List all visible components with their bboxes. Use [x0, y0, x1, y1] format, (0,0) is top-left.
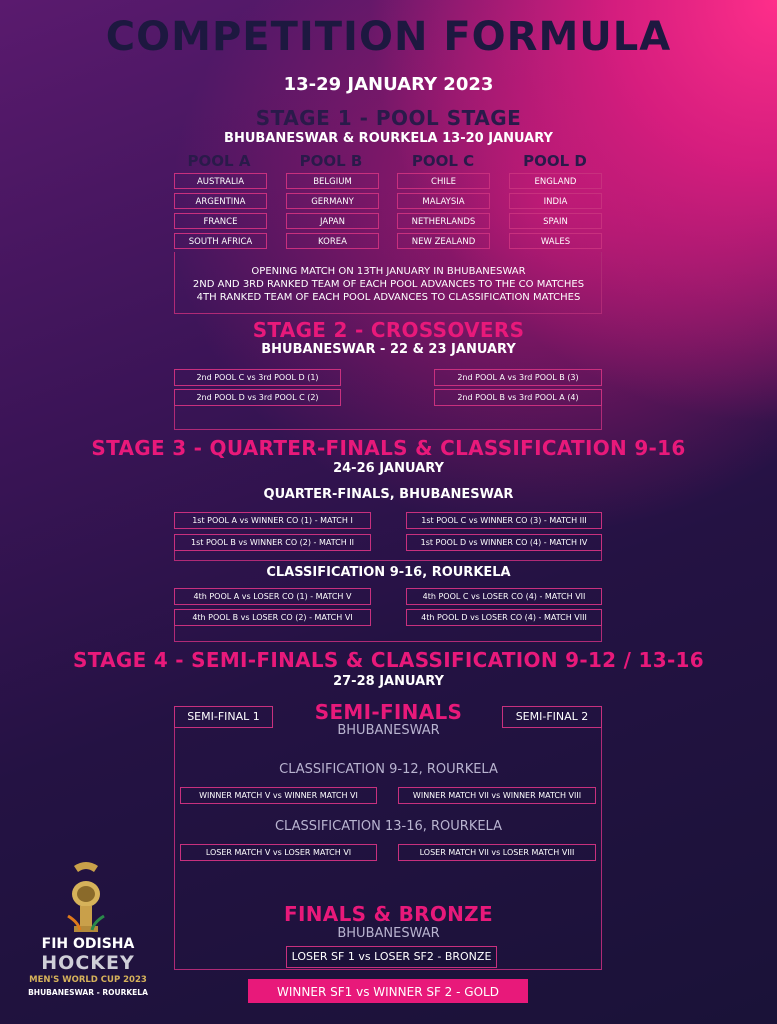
crossover-match: 2nd POOL D vs 3rd POOL C (2) — [174, 389, 341, 406]
qf-title: QUARTER-FINALS, BHUBANESWAR — [263, 487, 514, 502]
pool-b-team: BELGIUM — [286, 173, 379, 189]
crossover-match: 2nd POOL C vs 3rd POOL D (1) — [174, 369, 341, 386]
stage3-dates: 24-26 JANUARY — [333, 461, 444, 476]
note-opening: OPENING MATCH ON 13TH JANUARY IN BHUBANESWAR — [251, 266, 526, 277]
pool-d-team: ENGLAND — [509, 173, 602, 189]
note-co: 2ND AND 3RD RANKED TEAM OF EACH POOL ADVANCES TO THE CO MATCHES — [192, 279, 585, 290]
pool-c-team: MALAYSIA — [397, 193, 490, 209]
classification-13-16-match: LOSER MATCH V vs LOSER MATCH VI — [180, 844, 377, 861]
finals-city: BHUBANESWAR — [337, 926, 440, 941]
pool-b-team: GERMANY — [286, 193, 379, 209]
pool-c-title: POOL C — [411, 152, 475, 170]
page-title: COMPETITION FORMULA — [105, 14, 672, 60]
stage2-title: STAGE 2 - CROSSOVERS — [252, 318, 525, 342]
crossover-match: 2nd POOL A vs 3rd POOL B (3) — [434, 369, 602, 386]
logo-line1: FIH ODISHA — [41, 936, 135, 952]
pool-b-title: POOL B — [299, 152, 363, 170]
pool-a-team: ARGENTINA — [174, 193, 267, 209]
pool-d-team: SPAIN — [509, 213, 602, 229]
pool-a-team: AUSTRALIA — [174, 173, 267, 189]
classification-13-16-title: CLASSIFICATION 13-16, ROURKELA — [274, 819, 502, 834]
stage2-frame — [174, 406, 602, 430]
stage1-subtitle: BHUBANESWAR & ROURKELA 13-20 JANUARY — [224, 131, 553, 146]
classification-9-12-match: WINNER MATCH VII vs WINNER MATCH VIII — [398, 787, 596, 804]
pool-a-team: SOUTH AFRICA — [174, 233, 267, 249]
bronze-match: LOSER SF 1 vs LOSER SF2 - BRONZE — [286, 946, 497, 968]
qf-frame — [174, 551, 602, 561]
tournament-dates: 13-29 JANUARY 2023 — [283, 74, 494, 95]
stage3-title: STAGE 3 - QUARTER-FINALS & CLASSIFICATION 9-16 — [91, 436, 686, 460]
classification-frame — [174, 626, 602, 642]
world-cup-logo — [18, 856, 158, 1006]
pool-d-team: INDIA — [509, 193, 602, 209]
logo-line3: MEN'S WORLD CUP 2023 — [29, 975, 147, 985]
pool-c-team: NEW ZEALAND — [397, 233, 490, 249]
semi-finals-title: SEMI-FINALS — [314, 700, 463, 724]
classification-13-16-match: LOSER MATCH VII vs LOSER MATCH VIII — [398, 844, 596, 861]
stage4-title: STAGE 4 - SEMI-FINALS & CLASSIFICATION 9-12 / 13-16 — [73, 648, 704, 672]
classification-match: 4th POOL C vs LOSER CO (4) - MATCH VII — [406, 588, 602, 605]
stage2-subtitle: BHUBANESWAR - 22 & 23 JANUARY — [261, 342, 516, 357]
semi-final-2: SEMI-FINAL 2 — [502, 706, 602, 728]
crossover-match: 2nd POOL B vs 3rd POOL A (4) — [434, 389, 602, 406]
pool-b-team: KOREA — [286, 233, 379, 249]
logo-line4: BHUBANESWAR - ROURKELA — [28, 988, 148, 997]
trophy-icon — [18, 856, 158, 936]
qf-match: 1st POOL B vs WINNER CO (2) - MATCH II — [174, 534, 371, 551]
pool-d-team: WALES — [509, 233, 602, 249]
classification-9-12-match: WINNER MATCH V vs WINNER MATCH VI — [180, 787, 377, 804]
classification-title: CLASSIFICATION 9-16, ROURKELA — [266, 565, 511, 580]
logo-line2: HOCKEY — [41, 952, 135, 974]
qf-match: 1st POOL C vs WINNER CO (3) - MATCH III — [406, 512, 602, 529]
note-classification: 4TH RANKED TEAM OF EACH POOL ADVANCES TO CLASSIFICATION MATCHES — [196, 292, 581, 303]
semi-final-1: SEMI-FINAL 1 — [174, 706, 273, 728]
finals-title: FINALS & BRONZE — [284, 902, 493, 926]
pool-d-title: POOL D — [523, 152, 587, 170]
semi-finals-city: BHUBANESWAR — [337, 723, 440, 738]
pool-a-team: FRANCE — [174, 213, 267, 229]
pool-b-team: JAPAN — [286, 213, 379, 229]
qf-match: 1st POOL A vs WINNER CO (1) - MATCH I — [174, 512, 371, 529]
qf-match: 1st POOL D vs WINNER CO (4) - MATCH IV — [406, 534, 602, 551]
classification-match: 4th POOL B vs LOSER CO (2) - MATCH VI — [174, 609, 371, 626]
stage4-dates: 27-28 JANUARY — [333, 674, 444, 689]
stage1-title: STAGE 1 - POOL STAGE — [255, 106, 522, 130]
classification-match: 4th POOL A vs LOSER CO (1) - MATCH V — [174, 588, 371, 605]
stage1-notes — [0, 265, 777, 304]
pool-c-team: CHILE — [397, 173, 490, 189]
gold-match: WINNER SF1 vs WINNER SF 2 - GOLD — [248, 979, 528, 1003]
classification-match: 4th POOL D vs LOSER CO (4) - MATCH VIII — [406, 609, 602, 626]
classification-9-12-title: CLASSIFICATION 9-12, ROURKELA — [279, 762, 498, 777]
pool-a-title: POOL A — [187, 152, 251, 170]
pool-c-team: NETHERLANDS — [397, 213, 490, 229]
